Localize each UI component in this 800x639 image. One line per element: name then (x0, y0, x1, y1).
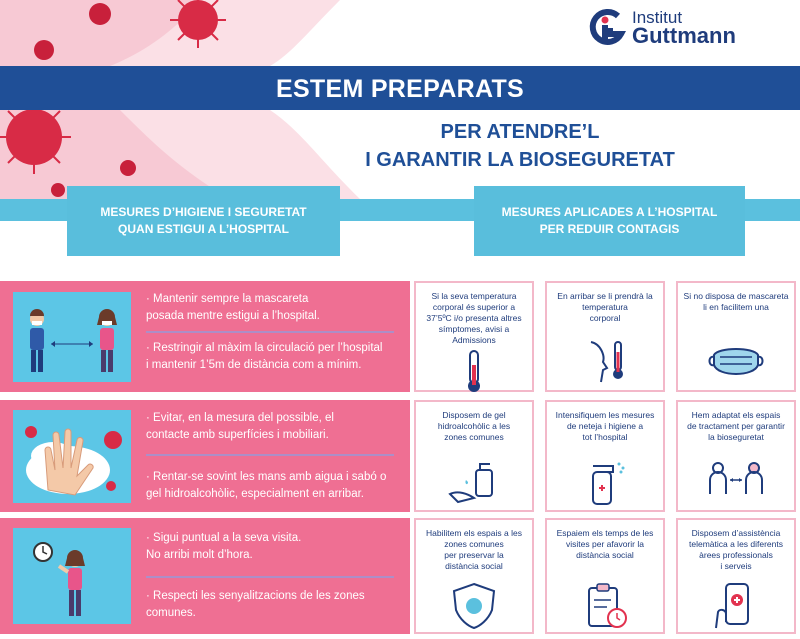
measure-2-line-2: i mantenir 1’5m de distància com a mínim. (146, 359, 362, 371)
measure-6-line-2: comunes. (146, 607, 196, 619)
measure-text-handwash (146, 469, 406, 503)
divider (146, 331, 394, 333)
header-left-line-1: MESURES D’HIGIENE I SEGURETAT (100, 205, 307, 219)
a5-l2: de neteja i higiene a (566, 421, 644, 431)
divider (146, 576, 394, 578)
a3-l1: Si no disposa de mascareta (683, 291, 789, 301)
measure-row-hands (0, 400, 410, 512)
a8-l2: visites per afavorir la (566, 539, 644, 549)
face-mask-icon (708, 337, 764, 385)
institut-guttmann-logo (588, 8, 736, 48)
a8-l1: Espaiem els temps de les (556, 528, 654, 538)
punctuality-illustration (13, 528, 131, 624)
distance-illustration (13, 292, 131, 382)
header-hospital-measures (474, 186, 745, 256)
a6-l3: la bioseguretat (708, 432, 764, 442)
a2-l3: corporal (589, 313, 621, 323)
a9-l1: Disposem d’assistència (691, 528, 781, 538)
header-right-line-2: PER REDUIR CONTAGIS (539, 222, 680, 236)
a9-l2: telemàtica a les diferents (688, 539, 784, 549)
a4-l1: Disposem de gel (442, 410, 506, 420)
a6-l2: de tractament per garantir (687, 421, 785, 431)
subtitle-line-1: PER ATENDRE’L (440, 121, 600, 143)
measure-4-line-2: gel hidroalcohòlic, especialment en arribar. (146, 488, 364, 500)
measure-3-line-1: · Evitar, en la mesura del possible, el (146, 412, 334, 424)
measure-6-line-1: · Respecti les senyalitzacions de les zones (146, 590, 365, 602)
logo-line2: Guttmann (632, 23, 736, 48)
cell-temperature-notice (414, 281, 534, 392)
measure-4-line-1: · Rentar-se sovint les mans amb aigua i sabó o (146, 471, 387, 483)
people-spacing-icon (708, 458, 764, 506)
cell-telematic-assistance (676, 518, 796, 634)
measure-3-line-2: contacte amb superfícies i mobiliari. (146, 429, 329, 441)
a7-l3: per preservar la (444, 550, 504, 560)
a8-l3: distància social (576, 550, 634, 560)
measure-text-signage (146, 588, 406, 622)
gel-dispenser-icon (446, 458, 502, 506)
a2-l2: temperatura (582, 302, 628, 312)
cell-visit-spacing (545, 518, 665, 634)
measure-5-line-2: No arribi molt d’hora. (146, 549, 253, 561)
subtitle-line-2: I GARANTIR LA BIOSEGURETAT (365, 149, 675, 171)
mobile-phone-medical-icon (708, 582, 764, 630)
measure-1-line-2: posada mentre estigui a l’hospital. (146, 310, 320, 322)
a5-l1: Intensifiquem les mesures (555, 410, 655, 420)
woman-clock-icon (13, 528, 131, 624)
virus-shield-icon (446, 582, 502, 630)
a1-l2: corporal és superior a (432, 302, 516, 312)
a4-l2: hidroalcohòlic a les (437, 421, 511, 431)
title-banner (0, 66, 800, 110)
a1-l1: Si la seva temperatura (431, 291, 517, 301)
a1-l5: Admissions (452, 335, 496, 345)
measure-text-surfaces (146, 410, 406, 444)
measure-row-mask-distance (0, 281, 410, 392)
a2-l1: En arribar se li prendrà la (557, 291, 653, 301)
handwash-illustration (13, 410, 131, 503)
header-right-line-1: MESURES APLICADES A L’HOSPITAL (501, 205, 718, 219)
people-distance-icon (13, 292, 131, 382)
cell-cleaning (545, 400, 665, 512)
cell-temperature-check (545, 281, 665, 392)
face-thermometer-icon (577, 338, 633, 386)
measure-2-line-1: · Restringir al màxim la circulació per l’hospital (146, 342, 383, 354)
cell-mask-supply (676, 281, 796, 392)
a5-l3: tot l’hospital (582, 432, 628, 442)
divider (146, 454, 394, 456)
a7-l1: Habilitem els espais a les (426, 528, 522, 538)
measure-row-punctuality (0, 518, 410, 634)
a1-l3: 37’5ºC i/o presenta altres (426, 313, 522, 323)
a7-l4: distància social (445, 561, 503, 571)
a7-l2: zones comunes (444, 539, 504, 549)
measure-text-punctual (146, 530, 406, 564)
logo-line1: Institut (632, 8, 683, 27)
subtitle (260, 118, 780, 174)
header-left-line-2: QUAN ESTIGUI A L’HOSPITAL (118, 222, 289, 236)
thermometer-icon (446, 347, 502, 395)
washing-hands-icon (13, 410, 131, 503)
a1-l4: símptomes, avisi a (438, 324, 510, 334)
measure-5-line-1: · Sigui puntual a la seva visita. (146, 532, 302, 544)
page-title: ESTEM PREPARATS (275, 75, 525, 103)
a4-l3: zones comunes (444, 432, 504, 442)
a9-l4: i serveis (720, 561, 752, 571)
a3-l2: li en facilitem una (703, 302, 769, 312)
spray-bottle-icon (577, 458, 633, 506)
guttmann-logo-icon (588, 8, 628, 48)
cell-treatment-spaces (676, 400, 796, 512)
measure-1-line-1: · Mantenir sempre la mascareta (146, 293, 309, 305)
measure-text-distance (146, 340, 406, 374)
clipboard-clock-icon (577, 582, 633, 630)
header-hygiene-measures (67, 186, 340, 256)
a9-l3: àrees professionals (699, 550, 773, 560)
measure-text-mask (146, 291, 406, 325)
a6-l1: Hem adaptat els espais (691, 410, 781, 420)
cell-hand-gel (414, 400, 534, 512)
cell-common-areas (414, 518, 534, 634)
